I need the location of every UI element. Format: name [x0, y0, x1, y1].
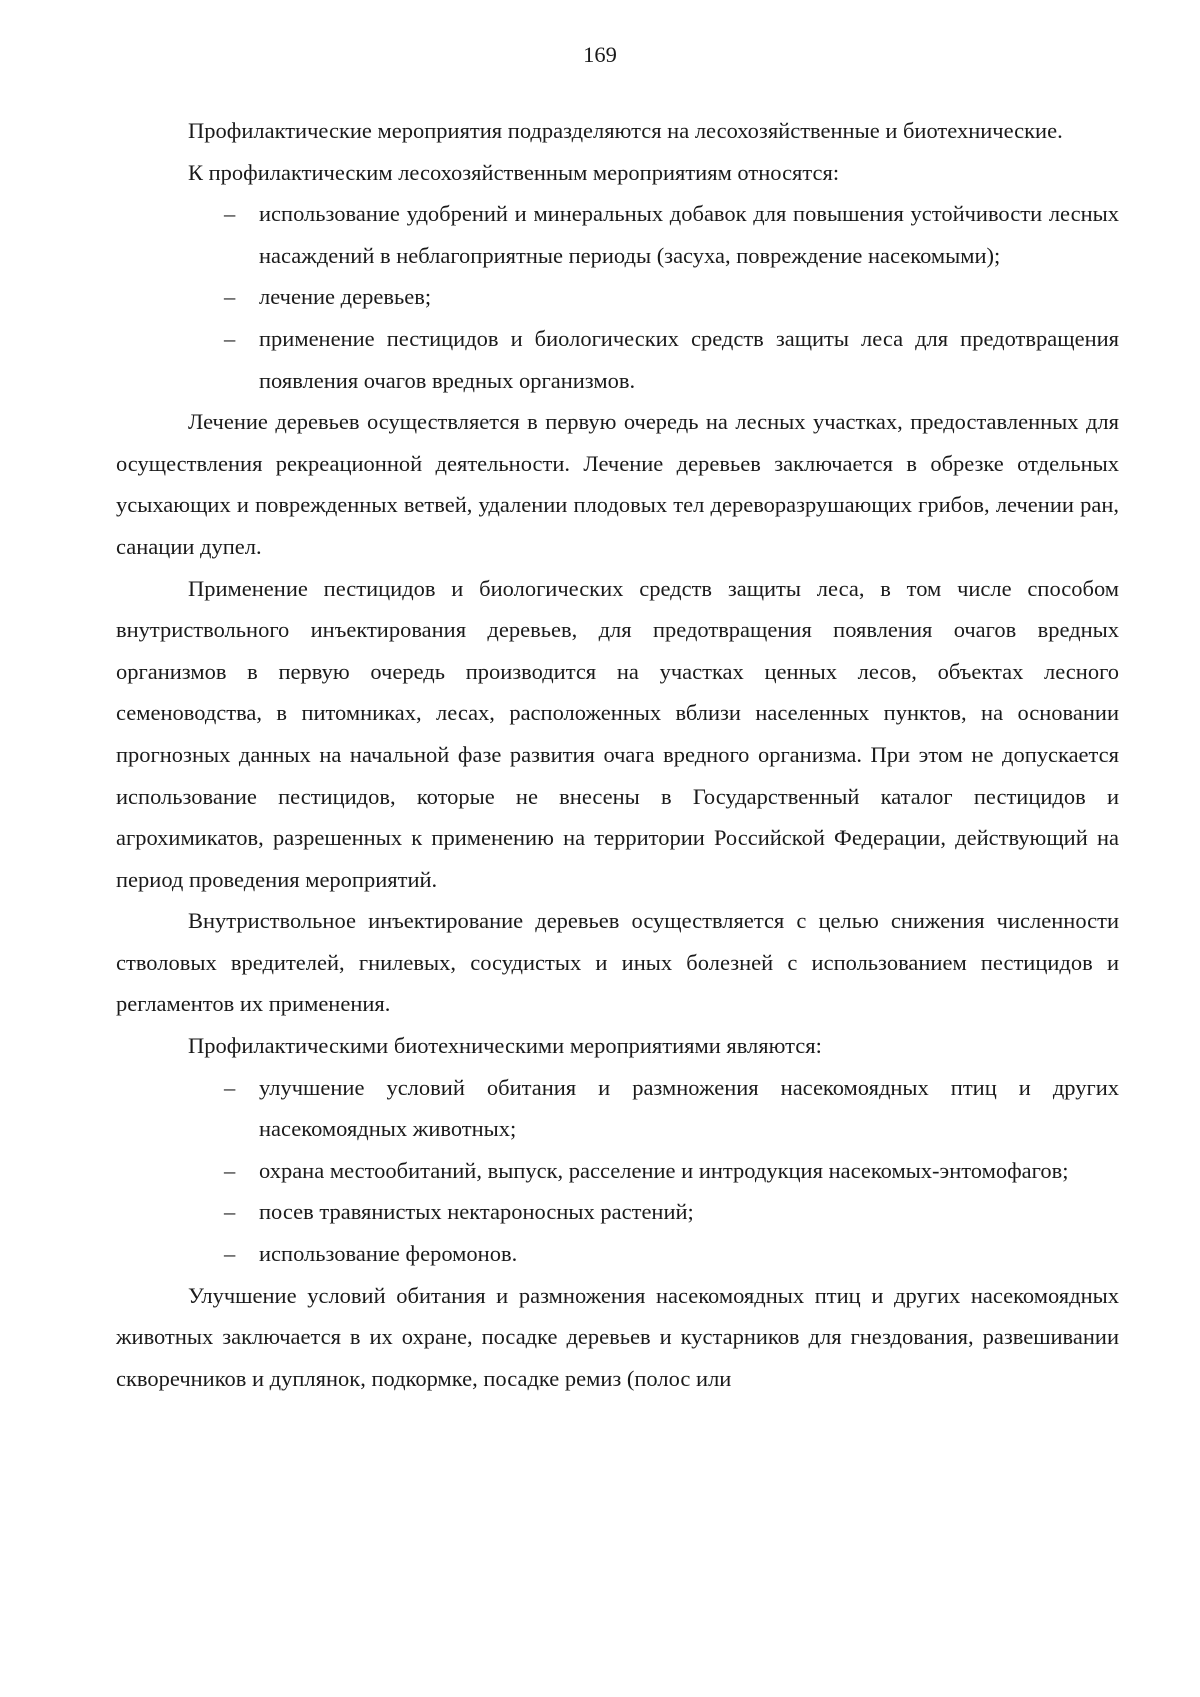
list-item-text: использование удобрений и минеральных добавок для повышения устойчивости лесных насаждений в неблагоприятные периоды (засуха, повреждение насекомыми); [259, 201, 1119, 268]
list-bullet: – [224, 1157, 236, 1183]
bullet-list [116, 193, 1119, 401]
list-bullet: – [224, 1241, 236, 1267]
paragraph: Применение пестицидов и биологических средств защиты леса, в том числе способом внутриствольного инъектирования деревьев, для предотвращения появления очагов вредных организмов в первую очередь производится на участках ценных лесов, объектах лесного семеноводства, в питомниках, лесах, расположенных вблизи населенных пунктов, на основании прогнозных данных на начальной фазе развития очага вредного организма. При этом не допускается использование пестицидов, которые не внесены в Государственный каталог пестицидов и агрохимикатов, разрешенных к применению на территории Российской Федерации, действующий на период проведения мероприятий. [116, 575, 1119, 892]
list-item [224, 276, 1119, 318]
list-item [224, 1067, 1119, 1150]
list-item-text: улучшение условий обитания и размножения насекомоядных птиц и других насекомоядных животных; [259, 1074, 1119, 1142]
page-number: 169 [583, 42, 617, 67]
list-bullet: – [224, 284, 236, 310]
paragraph: Внутриствольное инъектирование деревьев осуществляется с целью снижения численности стволовых вредителей, гнилевых, сосудистых и иных болезней с использованием пестицидов и регламентов их применения. [116, 908, 1119, 1017]
list-bullet: – [224, 1199, 236, 1225]
list-bullet: – [224, 201, 236, 227]
list-bullet: – [224, 325, 236, 351]
list-item [224, 1150, 1119, 1192]
list-bullet: – [224, 1074, 236, 1100]
paragraph: К профилактическим лесохозяйственным мероприятиям относятся: [188, 159, 840, 185]
list-item [224, 1233, 1119, 1275]
list-item-text: использование феромонов. [259, 1241, 518, 1267]
list-item [224, 318, 1119, 401]
bullet-list [116, 1067, 1119, 1275]
list-item [224, 193, 1119, 276]
paragraph: Улучшение условий обитания и размножения насекомоядных птиц и других насекомоядных животных заключается в их охране, посадке деревьев и кустарников для гнездования, развешивании скворечников и дуплянок, подкормке, посадке ремиз (полос или [116, 1282, 1119, 1391]
list-item-text: лечение деревьев; [259, 284, 432, 310]
list-item [224, 1191, 1119, 1233]
paragraph: Лечение деревьев осуществляется в первую очередь на лесных участках, предоставленных для осуществления рекреационной деятельности. Лечение деревьев заключается в обрезке отдельных усыхающих и поврежденных ветвей, удалении плодовых тел дереворазрушающих грибов, лечении ран, санации дупел. [116, 409, 1119, 559]
paragraph: Профилактические мероприятия подразделяются на лесохозяйственные и биотехнические. [188, 118, 1063, 143]
list-item-text: посев травянистых нектароносных растений; [259, 1199, 694, 1225]
list-item-text: охрана местообитаний, выпуск, расселение и интродукция насекомых-энтомофагов; [259, 1157, 1069, 1183]
paragraph: Профилактическими биотехническими мероприятиями являются: [188, 1033, 822, 1059]
document-body [116, 110, 1119, 1399]
list-item-text: применение пестицидов и биологических средств защиты леса для предотвращения появления очагов вредных организмов. [259, 325, 1119, 393]
